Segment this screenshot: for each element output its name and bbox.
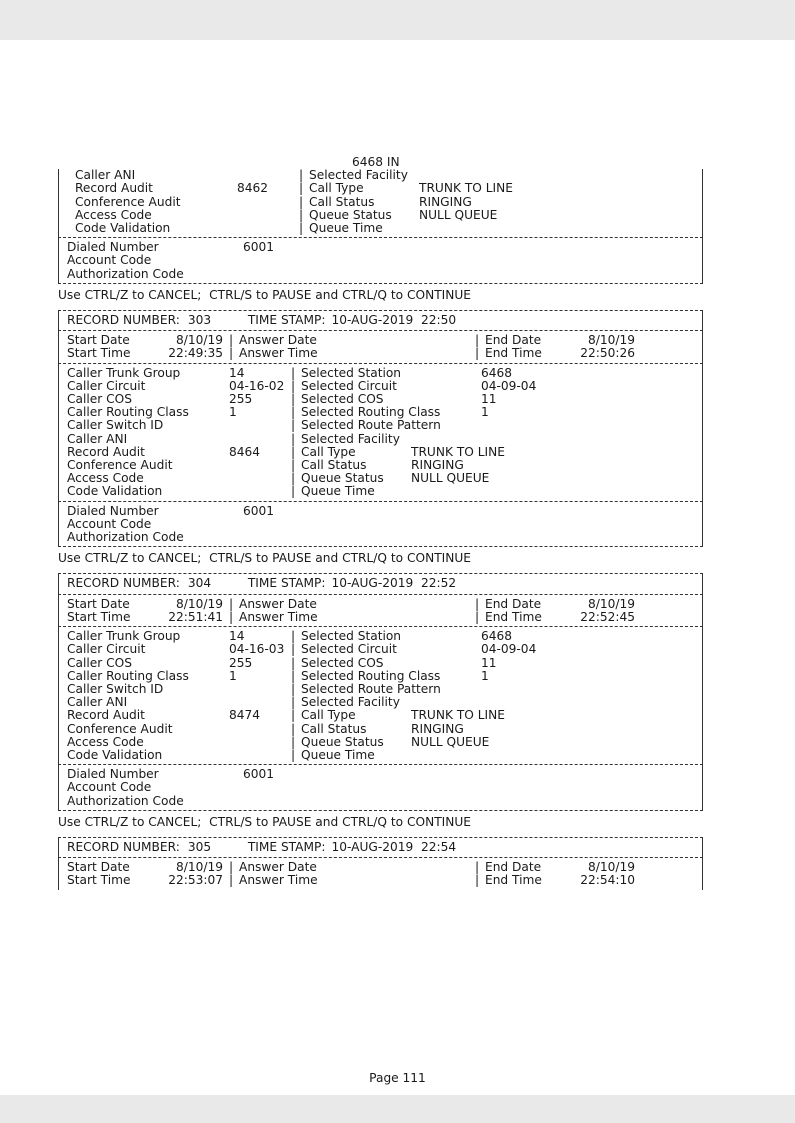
carry-dialed-number: 6001 <box>243 240 275 255</box>
call-record-report: 6468 IN Caller ANI | Selected Facility Record Audit 8462 | Call Type TRUNK TO LINE Conference Audit | Call Status RINGING Access Code | Queue Status NULL QUEUE Code Validation | Queue Time Dialed Number 6001 Account Code Authorization Code Use CTRL/Z to CANCEL; CTRL/S to PAUSE and CTRL/Q to CONTINUE RECORD NUMBER: 303 TIME STAMP: 10-AUG-2019 22:50 Start Date 8/10/19 | Answer Date | End Date 8/10/19 Start Time 22:49:35 | Answer Time | End Time 22:50:26 Caller Trunk Group 14 | Selected Station 6468 Caller Circuit 04-16-02 | Selected Circuit 04-09-04 Caller COS 255 | Selected COS 11 Caller Routing Class 1 | Selected Routing Class 1 Caller Switch ID | Selected Route Pattern Caller ANI | Selected Facility Record Audit 8464 | Call Type TRUNK TO LINE Conference Audit | Call Status RINGING Access Code | Queue Status NULL QUEUE Code Validation | Queue Time Dialed Number 6001 Account Code Authorization Code Use CTRL/Z to CANCEL; CTRL/S to PAUSE and CTRL/Q to CONTINUE RECORD NUMBER: 304 TIME STAMP: 10-AUG-2019 22:52 Start Date 8/10/19 | Answer Date | End Date 8/10/19 Start Time 22:51:41 | Answer Time | End Time 22:52:45 Caller Trunk Group 14 | Selected Station 6468 Caller Circuit 04-16-03 | Selected Circuit 04-09-04 Caller COS 255 | Selected COS 11 Caller Routing Class 1 | Selected Routing Class 1 Caller Switch ID | Selected Route Pattern Caller ANI | Selected Facility Record Audit 8474 | Call Type TRUNK TO LINE Conference Audit | Call Status RINGING Access Code | Queue Status NULL QUEUE Code Validation | Queue Time Dialed Number 6001 Account Code Authorization Code Use CTRL/Z to CANCEL; CTRL/S to PAUSE and CTRL/Q to CONTINUE RECORD NUMBER: 305 TIME STAMP: 10-AUG-2019 22:54 Start Date 8/10/19 | Answer Date | End Date 8/10/19 Start Time 22:53:07 | Answer Time | End Time 22:54:10 <box>58 156 703 890</box>
carry-record-audit: 8462 <box>237 181 269 196</box>
end-date: 8/10/19 <box>588 333 635 348</box>
record-number: 303 <box>187 313 212 328</box>
page-number: Page 111 <box>369 1071 426 1085</box>
record-number: 304 <box>187 576 212 591</box>
record-time-stamp: 10-AUG-2019 22:54 <box>331 839 457 854</box>
record-box-303: RECORD NUMBER: 303 TIME STAMP: 10-AUG-2019 22:50 <box>58 311 703 330</box>
record-box-304: RECORD NUMBER: 304 TIME STAMP: 10-AUG-2019 22:52 <box>58 574 703 593</box>
record-time-stamp: 10-AUG-2019 22:52 <box>331 576 457 591</box>
carry-dialed-box: Dialed Number 6001 Account Code Authorization Code <box>58 238 703 283</box>
record-time-stamp: 10-AUG-2019 22:50 <box>331 313 457 328</box>
record-number: 305 <box>187 839 212 854</box>
end-time: 22:50:26 <box>580 346 635 361</box>
carry-label: Caller ANI <box>75 168 136 183</box>
record-box-305: RECORD NUMBER: 305 TIME STAMP: 10-AUG-2019 22:54 <box>58 838 703 857</box>
carry-caller-box: Caller ANI | Selected Facility Record Audit 8462 | Call Type TRUNK TO LINE Conference Audit | Call Status RINGING Access Code | Queue Status NULL QUEUE Code Validation | Queue Time <box>58 169 703 237</box>
carry-in-value: 6468 IN <box>352 155 400 169</box>
start-time: 22:49:35 <box>168 346 223 361</box>
scan-bottom-band <box>0 1095 795 1123</box>
scan-top-band <box>0 0 795 40</box>
cancel-instruction: Use CTRL/Z to CANCEL; CTRL/S to PAUSE and CTRL/Q to CONTINUE <box>58 287 471 302</box>
start-date: 8/10/19 <box>176 333 223 348</box>
